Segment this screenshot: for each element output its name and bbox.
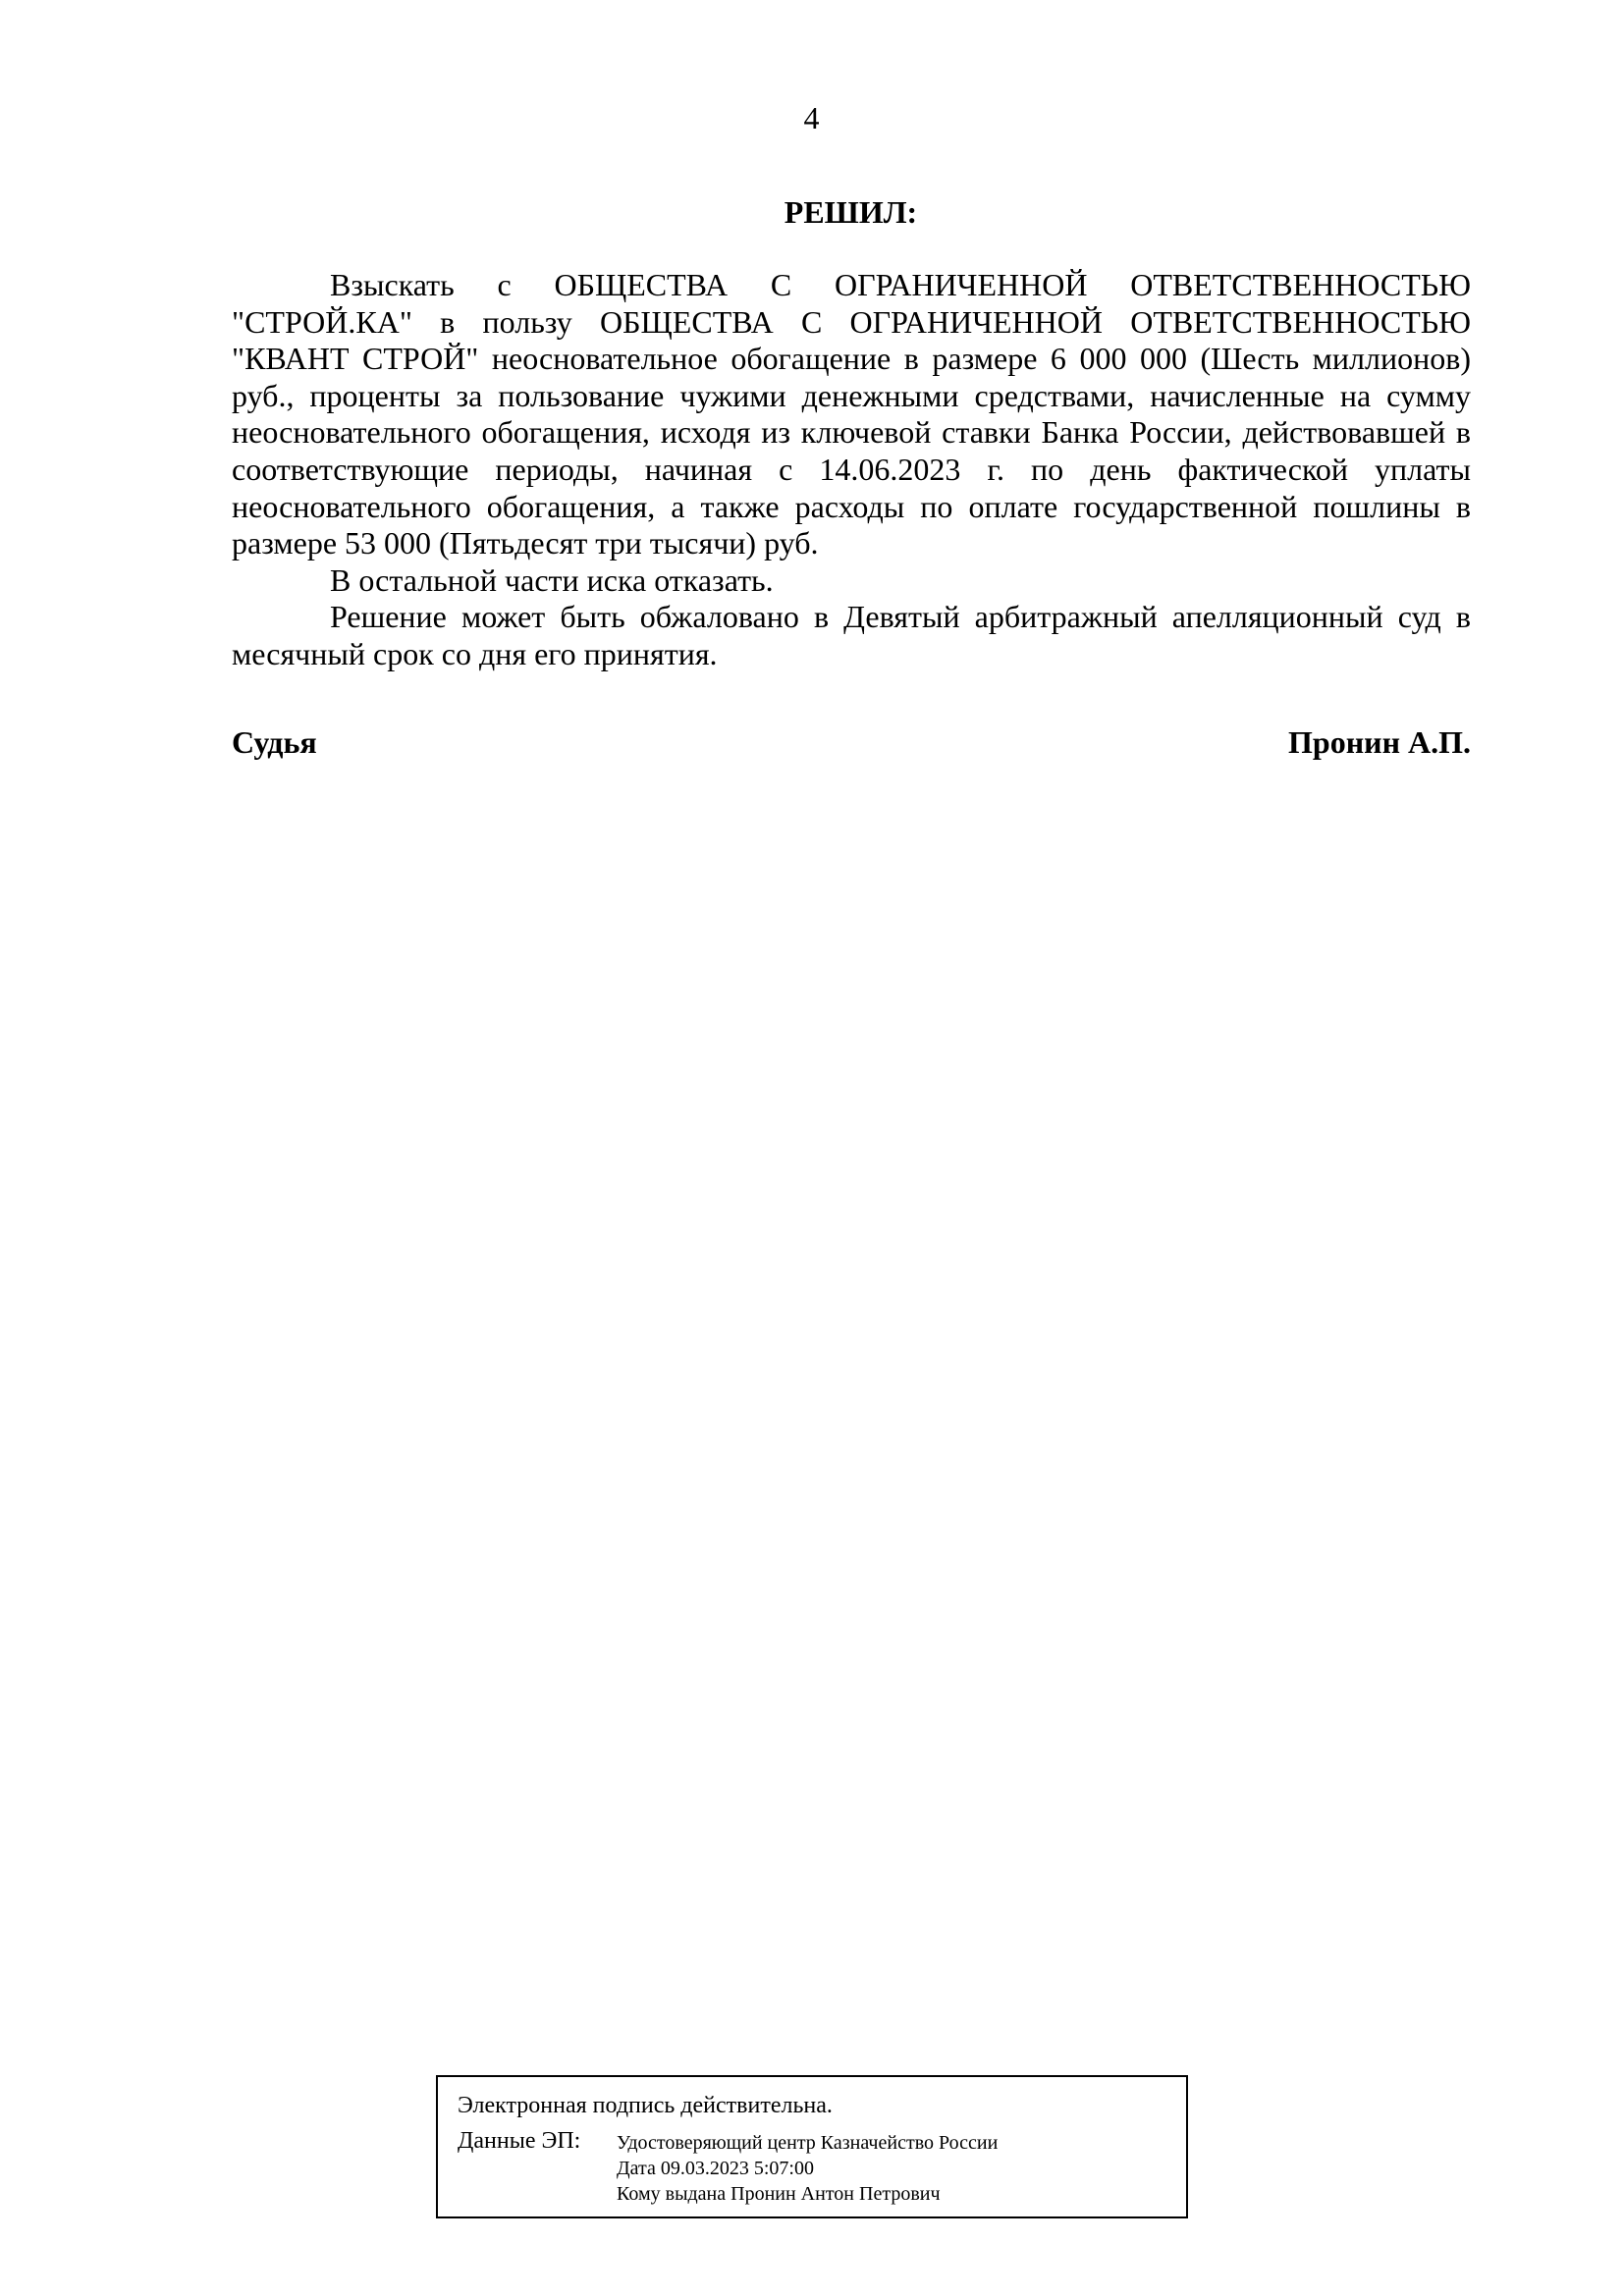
signature-data-label: Данные ЭП: bbox=[458, 2128, 581, 2154]
decision-paragraph-recovery: Взыскать с ОБЩЕСТВА С ОГРАНИЧЕННОЙ ОТВЕТСТВЕННОСТЬЮ "СТРОЙ.КА" в пользу ОБЩЕСТВА С ОГРАНИЧЕННОЙ ОТВЕТСТВЕННОСТЬЮ "КВАНТ СТРОЙ" неосновательное обогащение в размере 6 000 000 (Шесть миллионов) руб., проценты за пользование чужими денежными средствами, начисленные на сумму неосновательного обогащения, исходя из ключевой ставки Банка России, действовавшей в соответствующие периоды, начиная с 14.06.2023 г. по день фактической уплаты неосновательного обогащения, а также расходы по оплате государственной пошлины в размере 53 000 (Пятьдесят три тысячи) руб. bbox=[232, 267, 1471, 561]
signature-details bbox=[617, 2130, 998, 2207]
signature-status: Электронная подпись действительна. bbox=[458, 2093, 833, 2118]
decision-paragraph-denial: В остальной части иска отказать. bbox=[330, 561, 774, 598]
judge-name: Пронин А.П. bbox=[1288, 724, 1471, 760]
signature-date: Дата 09.03.2023 5:07:00 bbox=[617, 2158, 814, 2179]
signature-row bbox=[232, 722, 1471, 762]
signature-issued-to: Кому выдана Пронин Антон Петрович bbox=[617, 2183, 941, 2205]
decision-body bbox=[232, 267, 1471, 673]
decision-heading: РЕШИЛ: bbox=[784, 194, 918, 230]
signature-issuer: Удостоверяющий центр Казначейство России bbox=[617, 2132, 999, 2154]
page-number: 4 bbox=[803, 100, 820, 135]
electronic-signature-stamp bbox=[436, 2075, 1188, 2218]
decision-paragraph-appeal: Решение может быть обжаловано в Девятый арбитражный апелляционный суд в месячный срок со дня его принятия. bbox=[232, 599, 1471, 671]
judge-title: Судья bbox=[232, 724, 317, 760]
